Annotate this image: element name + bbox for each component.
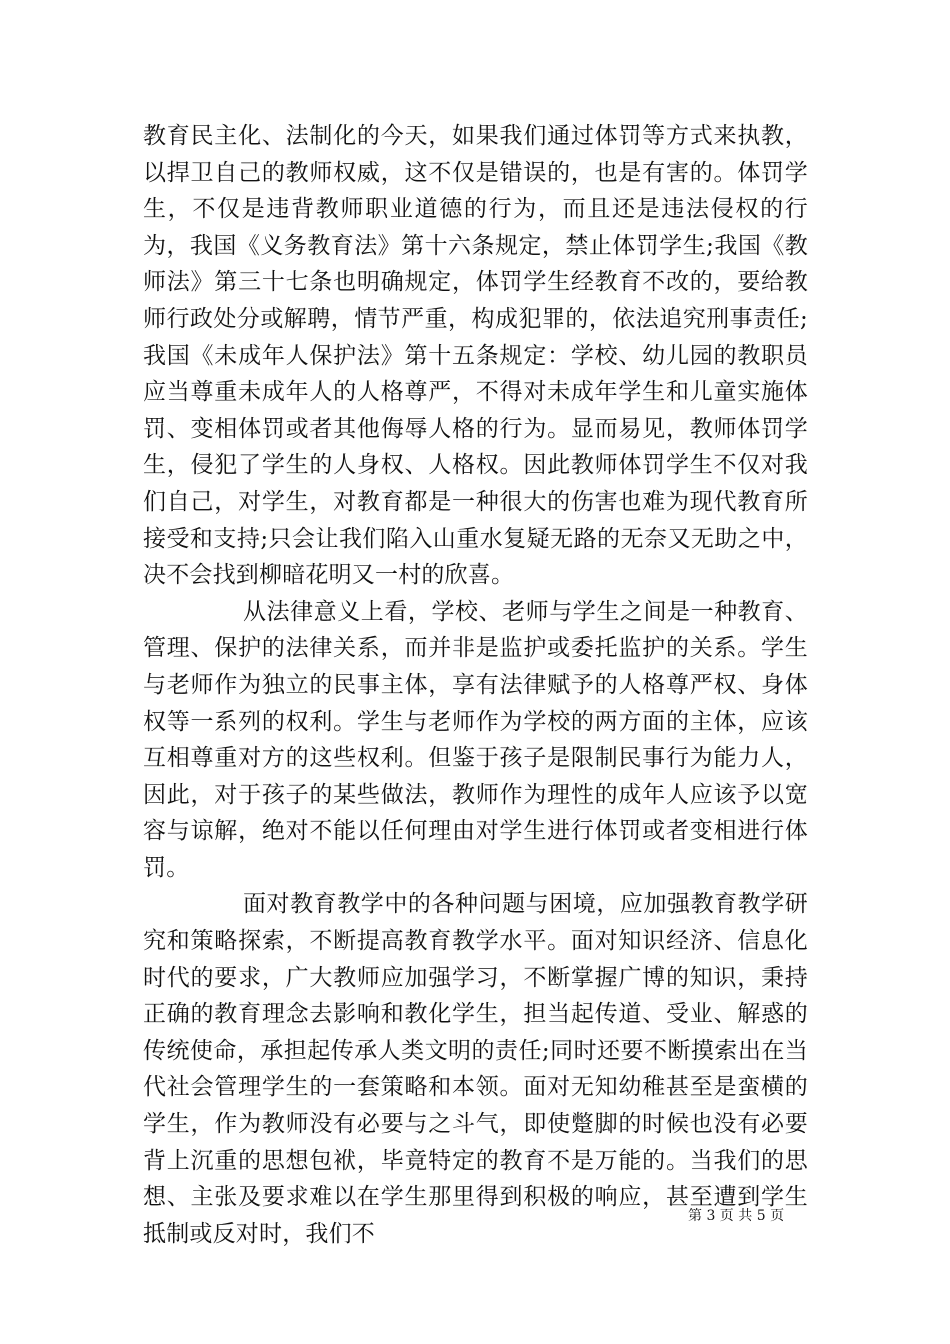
paragraph-1: 教育民主化、法制化的今天，如果我们通过体罚等方式来执教，以捍卫自己的教师权威，这不仅是错误的，也是有害的。体罚学生，不仅是违背教师职业道德的行为，而且还是违法侵权的行为，我国《义务教育法》第十六条规定，禁止体罚学生;我国《教师法》第三十七条也明确规定，体罚学生经教育不改的，要给教师行政处分或解聘，情节严重，构成犯罪的，依法追究刑事责任;我国《未成年人保护法》第十五条规定：学校、幼儿园的教职员应当尊重未成年人的人格尊严，不得对未成年学生和儿童实施体罚、变相体罚或者其他侮辱人格的行为。显而易见，教师体罚学生，侵犯了学生的人身权、人格权。因此教师体罚学生不仅对我们自己，对学生，对教育都是一种很大的伤害也难为现代教育所接受和支持;只会让我们陷入山重水复疑无路的无奈又无助之中，决不会找到柳暗花明又一村的欣喜。 — [143, 123, 808, 589]
page-number-footer: 第 3 页 共 5 页 — [688, 1208, 785, 1224]
paragraph-2: 从法律意义上看，学校、老师与学生之间是一种教育、管理、保护的法律关系，而并非是监护或委托监护的关系。学生与老师作为独立的民事主体，享有法律赋予的人格尊严权、身体权等一系列的权利。学生与老师作为学校的两方面的主体，应该互相尊重对方的这些权利。但鉴于孩子是限制民事行为能力人，因此，对于孩子的某些做法，教师作为理性的成年人应该予以宽容与谅解，绝对不能以任何理由对学生进行体罚或者变相进行体罚。 — [143, 598, 808, 881]
document-body — [143, 118, 808, 1252]
paragraph-3: 面对教育教学中的各种问题与困境，应加强教育教学研究和策略探索，不断提高教育教学水平。面对知识经济、信息化时代的要求，广大教师应加强学习，不断掌握广博的知识，秉持正确的教育理念去影响和教化学生，担当起传道、受业、解惑的传统使命，承担起传承人类文明的责任;同时还要不断摸索出在当代社会管理学生的一套策略和本领。面对无知幼稚甚至是蛮横的学生，作为教师没有必要与之斗气，即使蹩脚的时候也没有必要背上沉重的思想包袱，毕竟特定的教育不是万能的。当我们的思想、主张及要求难以在学生那里得到积极的响应，甚至遭到学生抵制或反对时，我们不 — [143, 891, 808, 1247]
